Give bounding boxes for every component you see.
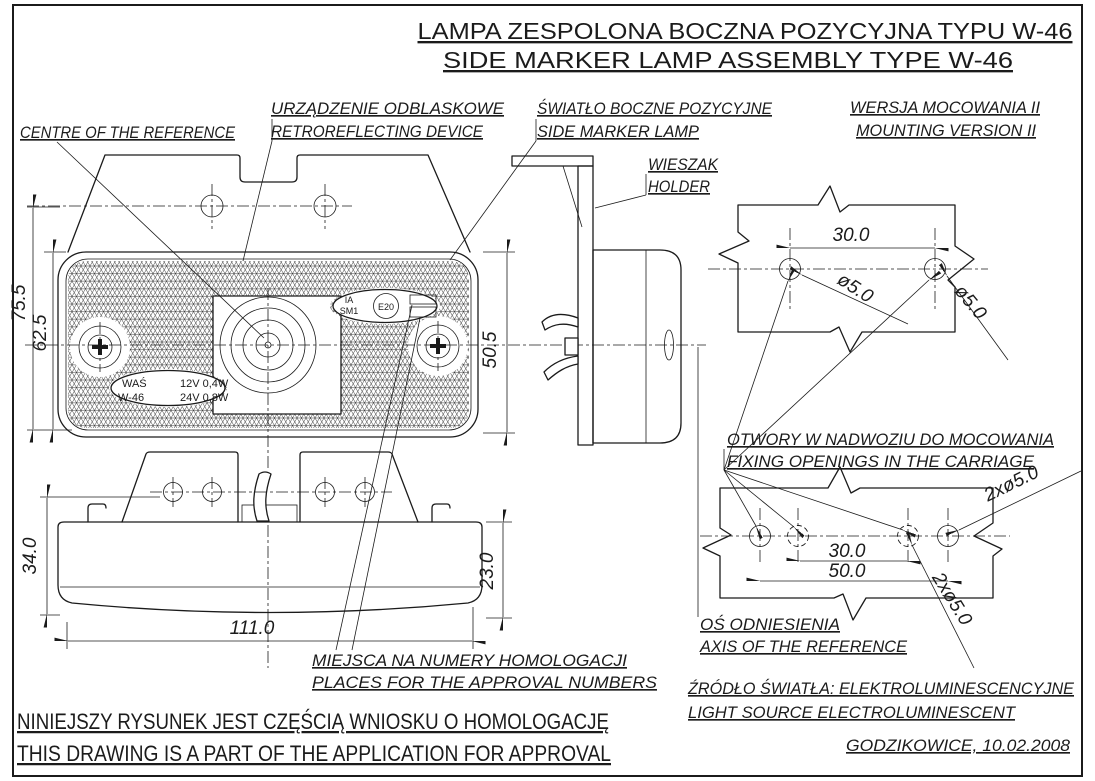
dim-lower-hole-dia-a: 2xø5.0	[980, 461, 1043, 507]
callout-axis-reference-en: AXIS OF THE REFERENCE	[699, 638, 908, 656]
marking-class-2: SM1	[339, 306, 359, 316]
callout-light-source-en: LIGHT SOURCE ELECTROLUMINESCENT	[688, 704, 1017, 722]
cable-housing	[242, 505, 297, 522]
front-view	[25, 155, 706, 470]
statement-block	[17, 709, 611, 766]
callout-fixing-openings-pl: OTWORY W NADWOZIU DO MOCOWANIA	[727, 431, 1054, 449]
tab-right	[300, 452, 418, 522]
page-subtitle: SIDE MARKER LAMP ASSEMBLY TYPE W-46	[443, 47, 1013, 73]
holder-brace	[563, 166, 582, 227]
dim-upper-hole-dia-a: ø5.0	[833, 269, 877, 308]
marking-e-mark: E20	[377, 302, 395, 312]
callout-side-marker-pl: ŚWIATŁO BOCZNE POZYCYJNE	[537, 100, 787, 118]
marking-rating-24v: 24V 0,8W	[180, 392, 229, 404]
dim-lower-hole-dia-b: 2xø5.0	[927, 568, 976, 630]
page-title: LAMPA ZESPOLONA BOCZNA POZYCYJNA TYPU W-46	[417, 18, 1073, 44]
callout-axis-reference-pl: OŚ ODNIESIENIA	[700, 616, 835, 634]
place-date: GODZIKOWICE, 10.02.2008	[846, 737, 1071, 755]
wire-upper	[542, 315, 578, 330]
callout-approval-places-pl: MIEJSCA NA NUMERY HOMOLOGACJI	[312, 652, 628, 670]
dim-lower-hole-spacing-inner: 30.0	[828, 541, 866, 562]
callout-retroreflecting-en: RETROREFLECTING DEVICE	[271, 123, 484, 141]
callout-approval-places-en: PLACES FOR THE APPROVAL NUMBERS	[312, 674, 657, 692]
marking-rating-12v: 12V 0,4W	[180, 378, 229, 390]
screw-right	[417, 321, 459, 371]
marking-class-1: IA	[344, 295, 354, 305]
callout-mounting-version-en: MOUNTING VERSION II	[856, 122, 1037, 140]
marking-model: W-46	[118, 392, 145, 404]
callout-side-marker-en: SIDE MARKER LAMP	[537, 123, 699, 141]
lamp-top-outline	[58, 522, 482, 613]
approval-marking	[333, 290, 437, 323]
ear-left	[88, 504, 106, 522]
screw-left	[79, 322, 121, 372]
callout-light-source-pl: ŹRÓDŁO ŚWIATŁA: ELEKTROLUMINESCENCYJNE	[688, 680, 1082, 698]
side-view	[512, 156, 698, 617]
marking-brand: WAŚ	[122, 378, 147, 390]
rating-plate	[111, 371, 229, 406]
dim-upper-hole-spacing: 30.0	[832, 225, 870, 246]
dim-front-lamp-height: 62.5	[30, 314, 51, 352]
lamp-side-outline	[593, 250, 681, 443]
wire-lower	[544, 356, 578, 380]
callout-retroreflecting-pl: URZĄDZENIE ODBLASKOWE	[271, 100, 506, 118]
statement-pl: NINIEJSZY RYSUNEK JEST CZĘŚCIĄ WNIOSKU O HOMOLOGACJĘ	[17, 709, 609, 734]
title-block	[418, 18, 1073, 73]
callout-mounting-version-pl: WERSJA MOCOWANIA II	[850, 99, 1041, 117]
callout-holder-en: HOLDER	[648, 178, 711, 196]
dim-front-right-height: 50.5	[480, 331, 501, 369]
statement-en: THIS DRAWING IS A PART OF THE APPLICATION FOR APPROVAL	[17, 741, 611, 766]
holder-plate	[578, 166, 593, 445]
dim-top-total-height: 34.0	[20, 537, 41, 575]
dim-top-body-height: 23.0	[477, 552, 498, 590]
ear-right	[432, 504, 450, 522]
upper-mounting-panel	[708, 186, 1008, 360]
tab-left	[122, 452, 238, 522]
cable	[254, 472, 271, 521]
callout-centre-reference: CENTRE OF THE REFERENCE	[20, 124, 236, 142]
dim-front-total-height: 75.5	[9, 284, 30, 322]
dim-upper-hole-dia-b: ø5.0	[949, 281, 991, 324]
callout-holder-pl: WIESZAK	[648, 156, 719, 174]
bracket-outline	[68, 155, 470, 252]
dim-lower-hole-spacing-outer: 50.0	[828, 561, 866, 582]
wire-plug	[565, 338, 578, 355]
dim-overall-length: 111.0	[229, 618, 275, 639]
callout-fixing-openings-en: FIXING OPENINGS IN THE CARRIAGE	[727, 453, 1036, 471]
